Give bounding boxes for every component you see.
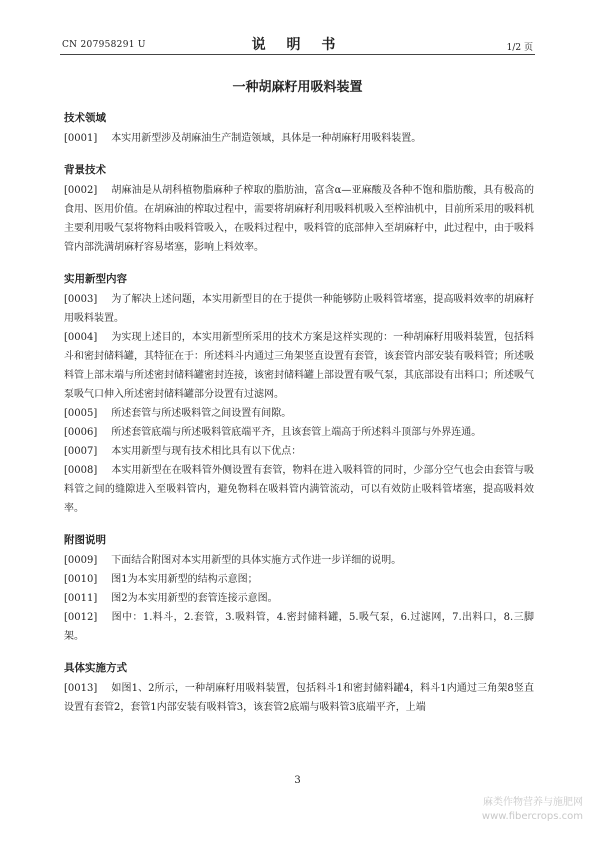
paragraph-text: 胡麻油是从胡科植物脂麻种子榨取的脂肪油，富含α—亚麻酸及各种不饱和脂肪酸，具有极高的食用、医用价值。在胡麻油的榨取过程中，需要将胡麻籽利用吸料机吸入至榨油机中，目前所采用的吸料机主要利用吸气泵将物料由吸料管吸入，在吸料过程中，吸料管的底部伸入至胡麻籽中，此过程中，由于吸料管内部洗满胡麻籽容易堵塞，影响上料效率。 [64, 185, 534, 253]
section-heading: 实用新型内容 [64, 273, 127, 285]
paragraph-number: [0002] [64, 185, 98, 196]
paragraph [64, 290, 534, 328]
paragraph-text: 图2为本实用新型的套管连接示意图。 [111, 593, 278, 604]
section-heading: 技术领域 [64, 112, 106, 124]
paragraph [64, 551, 534, 570]
paragraph-number: [0011] [64, 593, 98, 604]
paragraph-number: [0008] [64, 465, 98, 476]
watermark-line-1: 麻类作物营养与施肥网 [483, 797, 583, 808]
paragraph-text: 为了解决上述问题，本实用新型目的在于提供一种能够防止吸料管堵塞，提高吸料效率的胡麻籽用吸料装置。 [64, 294, 534, 324]
paragraph-number: [0013] [64, 683, 98, 694]
paragraph-text: 如图1、2所示，一种胡麻籽用吸料装置，包括料斗1和密封储料罐4，料斗1内通过三角架8竖直设置有套管2，套管1内部安装有吸料管3，该套管2底端与吸料管3底端平齐，上端 [64, 683, 534, 713]
paragraph-number: [0009] [64, 555, 98, 566]
watermark-line-2: www.fibercrops.com [481, 811, 583, 822]
section-heading: 具体实施方式 [64, 662, 127, 674]
document-title: 一种胡麻籽用吸料装置 [232, 80, 363, 95]
paragraph [64, 423, 534, 442]
paragraph-text: 所述套管与所述吸料管之间设置有间隙。 [111, 408, 292, 419]
page-number: 3 [294, 775, 301, 786]
paragraph-text: 图中：1.料斗，2.套管，3.吸料管，4.密封储料罐，5.吸气泵，6.过滤网，7.出料口，8.三脚架。 [64, 612, 534, 642]
paragraph-text: 为实现上述目的，本实用新型所采用的技术方案是这样实现的：一种胡麻籽用吸料装置，包括料斗和密封储料罐，其特征在于：所述料斗内通过三角架竖直设置有套管，该套管内部安装有吸料管；所述吸料管上部末端与所述密封储料罐密封连接，该密封储料罐上部设置有吸气泵，其底部设有出料口；所述吸气泵吸气口伸入所述密封储料罐部分设置有过滤网。 [64, 332, 534, 400]
paragraph-number: [0003] [64, 294, 98, 305]
paragraph-number: [0010] [64, 574, 98, 585]
paragraph-number: [0005] [64, 408, 98, 419]
paragraph-number: [0001] [64, 133, 98, 144]
paragraph-number: [0004] [64, 332, 98, 343]
section-heading: 附图说明 [64, 534, 106, 546]
paragraph [64, 679, 534, 717]
document-body [64, 104, 534, 717]
paragraph [64, 328, 534, 404]
paragraph-text: 所述套管底端与所述吸料管底端平齐，且该套管上端高于所述料斗顶部与外界连通。 [111, 427, 482, 438]
paragraph [64, 404, 534, 423]
paragraph-text: 图1为本实用新型的结构示意图； [111, 574, 258, 585]
paragraph [64, 181, 534, 257]
section-heading: 背景技术 [64, 164, 106, 176]
paragraph-text: 下面结合附图对本实用新型的具体实施方式作进一步详细的说明。 [111, 555, 402, 566]
document-type: 说 明 书 [251, 37, 344, 53]
paragraph [64, 442, 534, 461]
paragraph-number: [0006] [64, 427, 98, 438]
header-divider [60, 54, 535, 55]
patent-number: CN 207958291 U [62, 40, 146, 50]
paragraph [64, 570, 534, 589]
paragraph-number: [0012] [64, 612, 98, 623]
paragraph [64, 589, 534, 608]
paragraph [64, 129, 534, 148]
paragraph-number: [0007] [64, 446, 98, 457]
paragraph-text: 本实用新型与现有技术相比具有以下优点： [111, 446, 302, 457]
paragraph [64, 461, 534, 518]
page-indicator: 1/2 页 [506, 43, 533, 53]
paragraph-text: 本实用新型涉及胡麻油生产制造领域，具体是一种胡麻籽用吸料装置。 [111, 133, 422, 144]
paragraph-text: 本实用新型在在吸料管外侧设置有套管，物料在进入吸料管的同时，少部分空气也会由套管与吸料管之间的缝隙进入至吸料管内，避免物料在吸料管内满管流动，可以有效防止吸料管堵塞，提高吸料效率。 [64, 465, 534, 514]
paragraph [64, 608, 534, 646]
watermark [482, 796, 583, 824]
